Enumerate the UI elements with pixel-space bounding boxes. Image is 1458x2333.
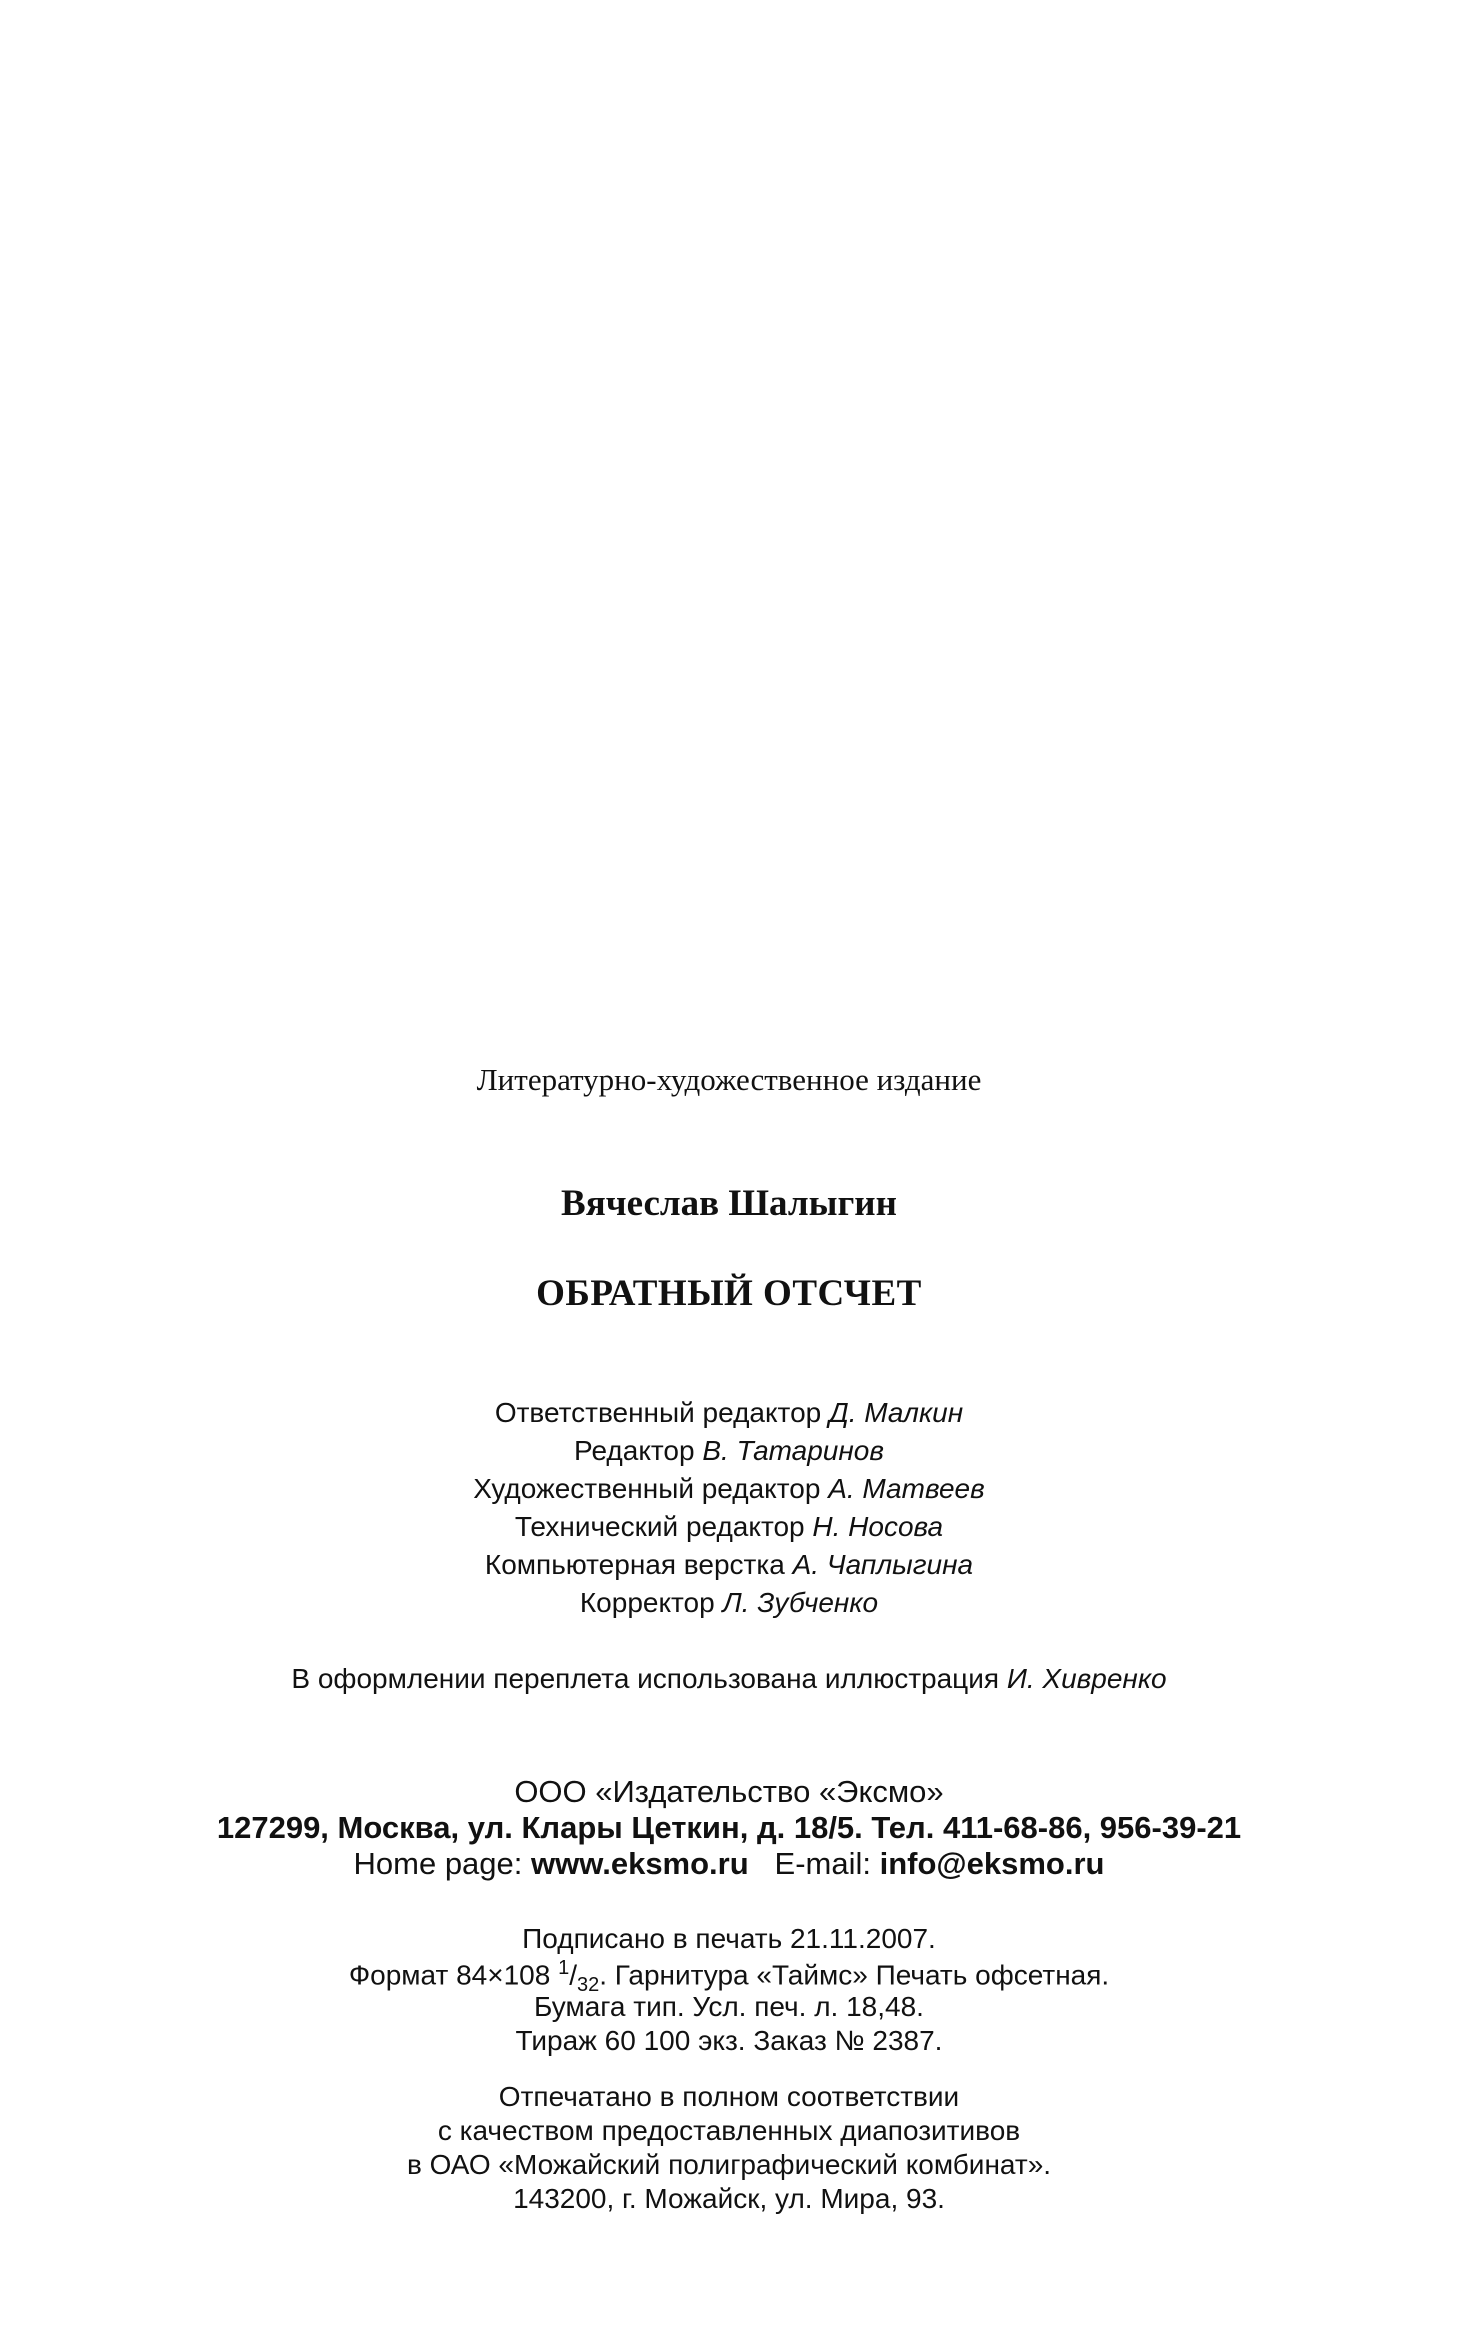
- credit-line: [0, 1511, 1458, 1543]
- printed-line: 143200, г. Можайск, ул. Мира, 93.: [513, 2183, 945, 2214]
- printed-line: с качеством предоставленных диапозитивов: [437, 2115, 1021, 2146]
- credit-line: [0, 1397, 1458, 1429]
- credit-role: Ответственный редактор: [494, 1397, 822, 1428]
- signed-date: Подписано в печать 21.11.2007.: [522, 1923, 936, 1954]
- credit-role: Компьютерная верстка: [484, 1549, 785, 1580]
- format-numerator: 1: [558, 1957, 570, 1979]
- publisher-contacts: [0, 1846, 1458, 1882]
- format-suffix: . Гарнитура «Таймс» Печать офсетная.: [599, 1959, 1110, 1991]
- illustration-credit: [0, 1663, 1458, 1695]
- printed-line: в ОАО «Можайский полиграфический комбинат».: [406, 2149, 1052, 2180]
- credit-name: Д. Малкин: [829, 1397, 964, 1428]
- run-line: Тираж 60 100 экз. Заказ № 2387.: [515, 2025, 943, 2056]
- credit-name: А. Матвеев: [828, 1473, 985, 1504]
- credit-line: [0, 1473, 1458, 1505]
- printed-line: Отпечатано в полном соответствии: [498, 2081, 960, 2112]
- credit-name: А. Чаплыгина: [792, 1549, 974, 1580]
- credit-name: Н. Носова: [812, 1511, 944, 1542]
- credit-role: Корректор: [579, 1587, 715, 1618]
- edition-type: Литературно-художественное издание: [476, 1062, 982, 1097]
- credit-role: Редактор: [574, 1435, 695, 1466]
- illustrator-name: И. Хивренко: [1006, 1663, 1167, 1694]
- email-label: E-mail:: [774, 1846, 871, 1881]
- credit-line: [0, 1549, 1458, 1581]
- credit-name: Л. Зубченко: [722, 1587, 879, 1618]
- email-link[interactable]: info@eksmo.ru: [879, 1846, 1105, 1881]
- book-title: ОБРАТНЫЙ ОТСЧЕТ: [536, 1273, 922, 1314]
- format-line: Формат 84×108 $^1/_{32}$. Гарнитура «Таймс» Печать офсетная.: [348, 1957, 1110, 1996]
- publisher-address: 127299, Москва, ул. Клары Цеткин, д. 18/5. Тел. 411-68-86, 956-39-21: [216, 1810, 1242, 1845]
- home-page-link[interactable]: www.eksmo.ru: [531, 1846, 749, 1881]
- format-denominator: 32: [576, 1973, 600, 1996]
- credit-role: Художественный редактор: [473, 1473, 821, 1504]
- author-name: Вячеслав Шалыгин: [561, 1183, 897, 1224]
- credit-name: В. Татаринов: [702, 1435, 884, 1466]
- publisher-name: ООО «Издательство «Эксмо»: [514, 1774, 944, 1809]
- home-page-label: Home page:: [353, 1846, 523, 1881]
- credit-line: [0, 1435, 1458, 1467]
- paper-line: Бумага тип. Усл. печ. л. 18,48.: [534, 1991, 924, 2022]
- illustration-text: В оформлении переплета использована иллюстрация: [291, 1663, 1000, 1694]
- credit-line: [0, 1587, 1458, 1619]
- format-prefix: Формат 84×108: [348, 1959, 551, 1991]
- credit-role: Технический редактор: [514, 1511, 805, 1542]
